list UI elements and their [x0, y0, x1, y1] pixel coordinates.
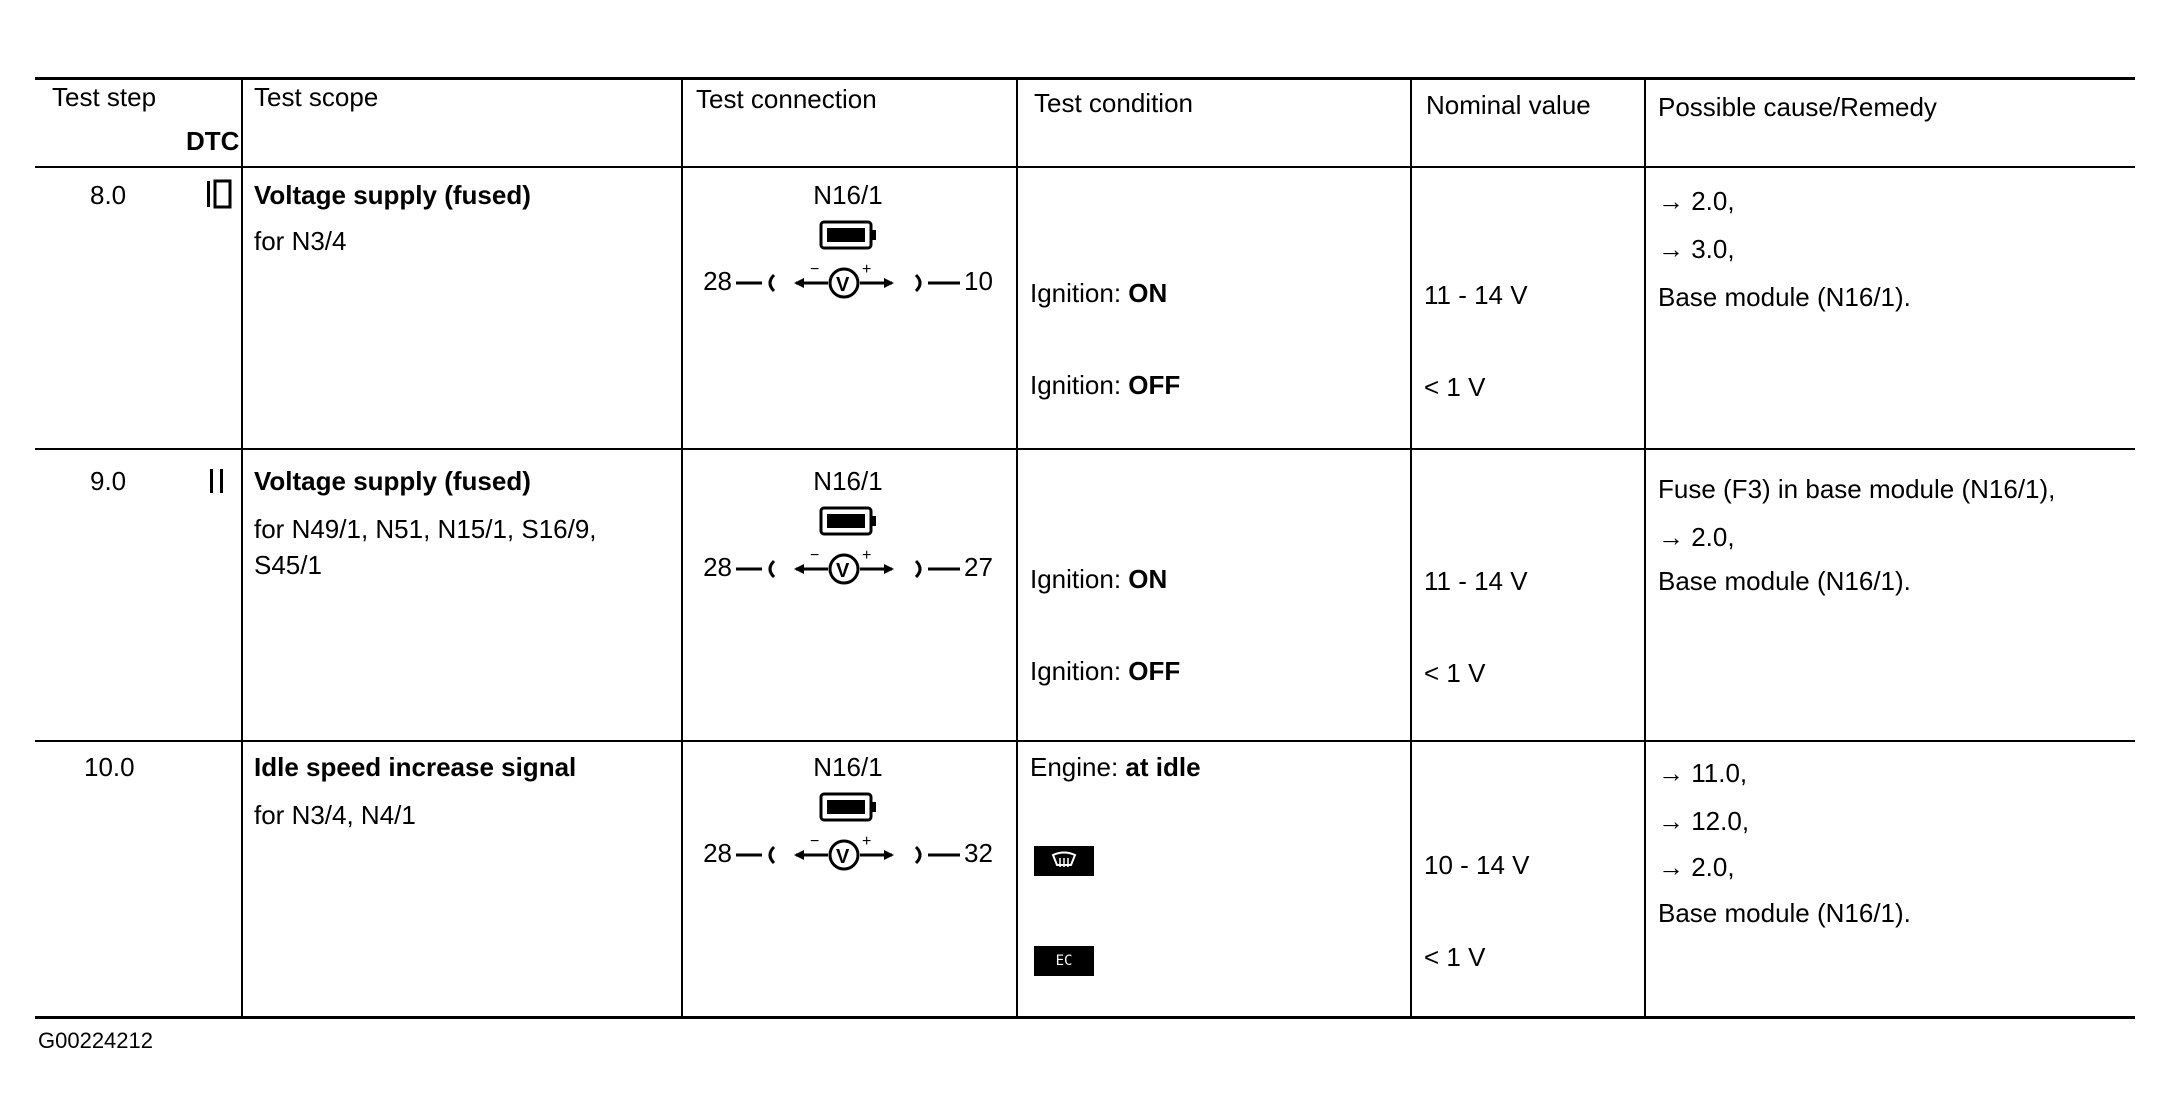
header-nominal-value: Nominal value — [1426, 90, 1591, 120]
svg-text:V: V — [836, 846, 850, 868]
svg-text:V: V — [836, 560, 850, 582]
nominal-value-off: < 1 V — [1424, 658, 1486, 688]
row-rule-2 — [35, 740, 2135, 742]
col-divider-scope — [241, 79, 243, 1017]
svg-text:−: − — [810, 547, 820, 564]
remedy-line: Base module (N16/1). — [1658, 282, 1911, 312]
remedy-line: → 3.0, — [1658, 234, 1735, 264]
scope-detail: for N49/1, N51, N15/1, S16/9, — [254, 514, 597, 544]
condition-label: Ignition: — [1030, 564, 1129, 594]
condition-label: Engine: — [1030, 752, 1126, 782]
remedy-line: → 11.0, — [1658, 758, 1748, 788]
remedy-line: Fuse (F3) in base module (N16/1), — [1658, 474, 2056, 504]
svg-text:+: + — [862, 261, 872, 278]
condition-label: Ignition: — [1030, 656, 1129, 686]
condition-value: at idle — [1125, 752, 1201, 782]
svg-text:+: + — [862, 833, 872, 850]
figure-id: G00224212 — [38, 1028, 153, 1053]
condition-label: Ignition: — [1030, 278, 1129, 308]
table-bottom-rule — [35, 1016, 2135, 1019]
remedy-line: → 2.0, — [1658, 186, 1735, 216]
test-connection — [683, 466, 1013, 587]
condition-ignition-on — [1030, 564, 1167, 594]
connector-icon — [819, 220, 877, 250]
remedy-line: Base module (N16/1). — [1658, 566, 1911, 596]
table-top-rule — [35, 77, 2135, 80]
dtc-code — [204, 178, 234, 217]
condition-value: ON — [1128, 278, 1168, 308]
remedy-line: → 2.0, — [1658, 522, 1735, 552]
nominal-value-ec: < 1 V — [1424, 942, 1486, 972]
row-rule-1 — [35, 448, 2135, 450]
header-test-condition: Test condition — [1034, 88, 1193, 118]
scope-detail: for N3/4, N4/1 — [254, 800, 416, 830]
header-test-step: Test step — [52, 82, 157, 112]
condition-ignition-on — [1030, 278, 1167, 308]
col-divider-condition — [1016, 79, 1018, 1017]
voltmeter-connection — [683, 547, 1013, 587]
condition-value: OFF — [1128, 370, 1181, 400]
svg-text:+: + — [862, 547, 872, 564]
dtc-digit-glyph — [204, 466, 234, 498]
condition-engine — [1030, 752, 1201, 782]
connector-label: N16/1 — [813, 180, 883, 210]
test-connection — [683, 180, 1013, 301]
scope-detail: for N3/4 — [254, 226, 347, 256]
remedy-line: Base module (N16/1). — [1658, 898, 1911, 928]
svg-text:−: − — [810, 833, 820, 850]
scope-title: Voltage supply (fused) — [254, 466, 531, 496]
step-number: 8.0 — [90, 180, 127, 210]
remedy-line: → 12.0, — [1658, 806, 1750, 836]
pin-right: 27 — [964, 551, 993, 582]
nominal-value-off: < 1 V — [1424, 372, 1486, 402]
remedy-line: → 2.0, — [1658, 852, 1735, 882]
test-connection — [683, 752, 1013, 873]
header-dtc: DTC — [186, 126, 240, 156]
pin-left: 28 — [703, 265, 732, 296]
pin-left: 28 — [703, 551, 732, 582]
condition-ignition-off — [1030, 656, 1180, 686]
condition-value: ON — [1128, 564, 1168, 594]
col-divider-remedy — [1644, 79, 1646, 1017]
step-number: 9.0 — [90, 466, 127, 496]
connector-icon — [819, 506, 877, 536]
condition-label: Ignition: — [1030, 370, 1129, 400]
pin-right: 32 — [964, 837, 993, 868]
voltmeter-connection — [683, 261, 1013, 301]
connector-label: N16/1 — [813, 466, 883, 496]
condition-value: OFF — [1128, 656, 1181, 686]
scope-title: Voltage supply (fused) — [254, 180, 531, 210]
header-possible-cause: Possible cause/Remedy — [1658, 92, 1937, 122]
nominal-value-defrost: 10 - 14 V — [1424, 850, 1530, 880]
svg-text:−: − — [810, 261, 820, 278]
nominal-value-on: 11 - 14 V — [1424, 566, 1528, 596]
scope-detail: S45/1 — [254, 550, 322, 580]
step-number: 10.0 — [84, 752, 135, 782]
voltmeter-icon — [732, 261, 964, 301]
col-divider-nominal — [1410, 79, 1412, 1017]
header-test-connection: Test connection — [696, 84, 877, 114]
defrost-glyph — [1049, 851, 1079, 871]
voltmeter-connection — [683, 833, 1013, 873]
voltmeter-icon — [732, 833, 964, 873]
connector-label: N16/1 — [813, 752, 883, 782]
scope-title: Idle speed increase signal — [254, 752, 577, 782]
header-test-scope: Test scope — [254, 82, 379, 112]
header-bottom-rule — [35, 166, 2135, 168]
voltmeter-icon — [732, 547, 964, 587]
connector-icon — [819, 792, 877, 822]
nominal-value-on: 11 - 14 V — [1424, 280, 1528, 310]
dtc-code — [204, 466, 234, 505]
svg-text:V: V — [836, 274, 850, 296]
dtc-digit-glyph — [204, 178, 234, 210]
pin-right: 10 — [964, 265, 993, 296]
condition-ignition-off — [1030, 370, 1180, 400]
ec-button-icon: EC — [1034, 946, 1094, 976]
pin-left: 28 — [703, 837, 732, 868]
rear-defrost-button-icon — [1034, 846, 1094, 876]
